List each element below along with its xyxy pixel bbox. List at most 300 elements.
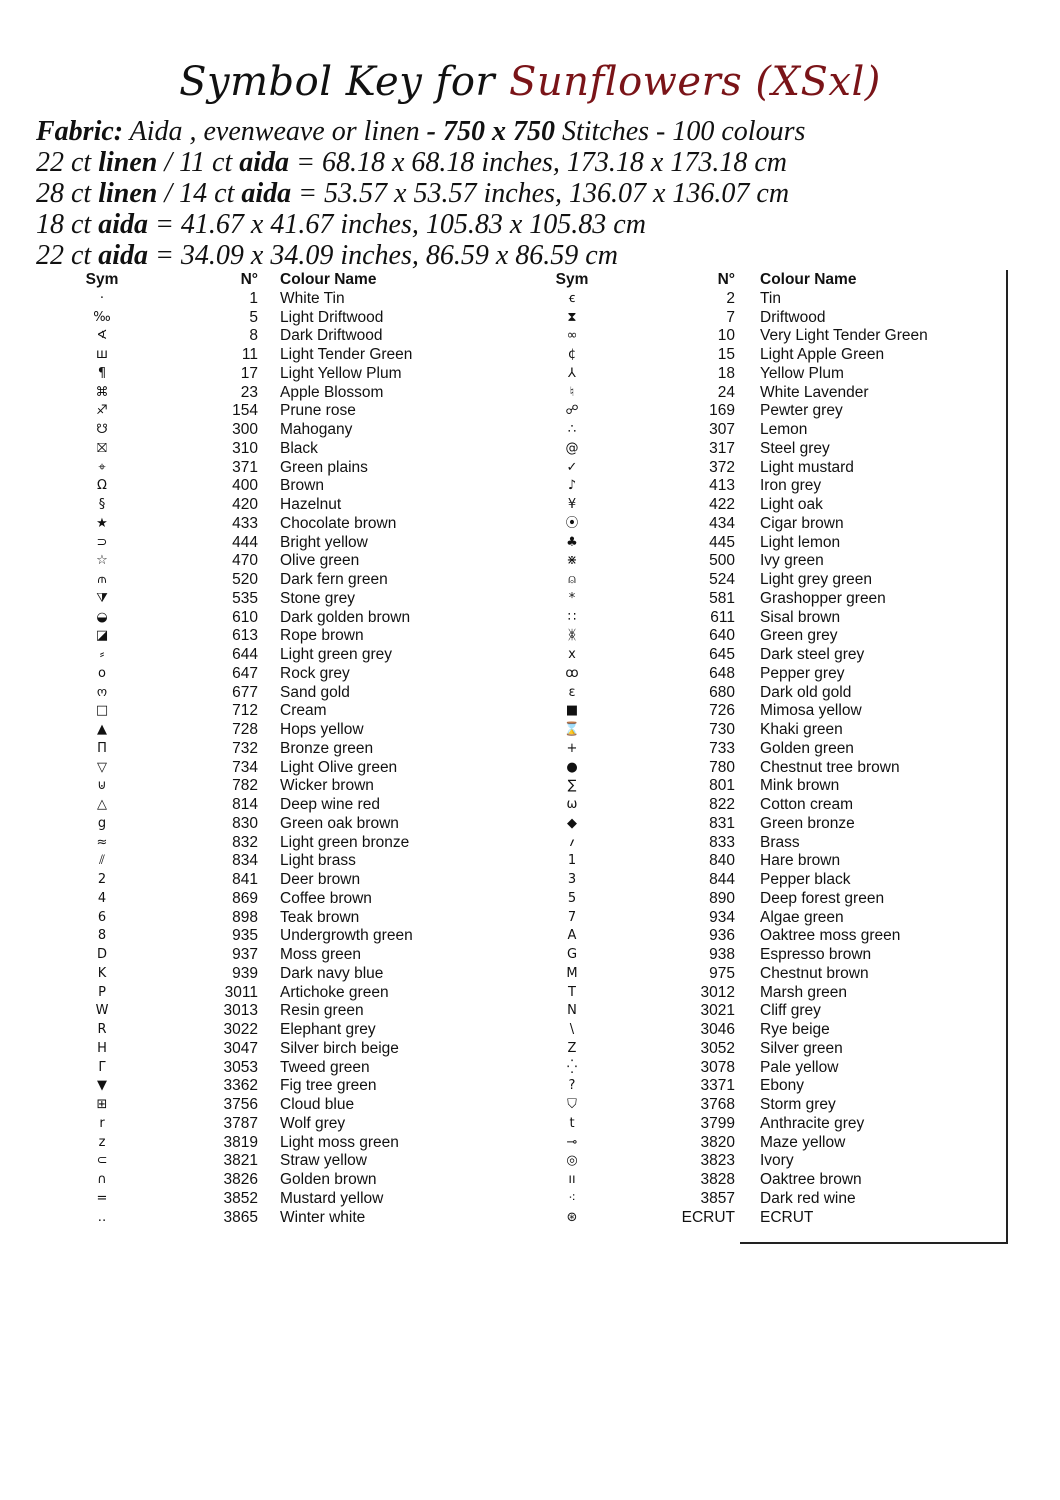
thread-number: 310: [232, 439, 258, 457]
symbol-glyph: ◪: [95, 628, 109, 644]
colour-name: White Tin: [280, 289, 345, 307]
colour-name: Light Apple Green: [760, 346, 885, 363]
colour-name: ECRUT: [760, 1208, 814, 1226]
thread-number: 15: [717, 346, 735, 363]
colour-name: Ivory: [760, 1152, 794, 1170]
thread-number: ECRUT: [681, 1208, 735, 1226]
thread-number: 841: [232, 871, 258, 888]
symbol-glyph: x: [568, 647, 576, 662]
symbol-glyph: 5: [567, 890, 577, 906]
colour-name: Mimosa yellow: [760, 702, 862, 720]
symbol-glyph: ◎: [566, 1153, 578, 1169]
symbol-glyph: *: [568, 590, 576, 606]
symbol-glyph: 3: [567, 872, 577, 887]
thread-number: 300: [232, 421, 258, 438]
symbol-glyph: ⧗: [567, 309, 577, 325]
thread-number: 433: [232, 514, 258, 532]
colour-name: Sand gold: [280, 683, 350, 701]
symbol-glyph: ◆: [567, 815, 577, 831]
colour-name: Chestnut brown: [760, 964, 869, 982]
symbol-glyph: Γ: [98, 1059, 106, 1075]
symbol-glyph: ☍: [565, 403, 579, 419]
thread-number: 3052: [700, 1039, 735, 1057]
title-prefix: Symbol Key for: [179, 59, 496, 105]
thread-number: 935: [232, 927, 258, 945]
thread-number: 7: [726, 308, 735, 326]
colour-name: Coffee brown: [280, 889, 372, 907]
thread-number: 898: [232, 908, 258, 926]
colour-name: Very Light Tender Green: [760, 327, 928, 345]
colour-name: Fig tree green: [280, 1077, 377, 1095]
colour-name: Artichoke green: [280, 983, 389, 1001]
symbol-glyph: ⫽: [99, 853, 105, 869]
symbol-glyph: \: [569, 1022, 575, 1037]
thread-number: 890: [709, 889, 735, 907]
colour-name: Mustard yellow: [280, 1189, 384, 1207]
symbol-glyph: ᛤ: [568, 628, 576, 644]
colour-name: Silver green: [760, 1039, 843, 1057]
thread-number: 3823: [700, 1152, 735, 1170]
spec-22ct-aida: 22 ct aida = 34.09 x 34.09 inches, 86.59 x 86.59 cm: [36, 240, 618, 271]
colour-name: Cotton cream: [760, 796, 854, 813]
symbol-glyph: ⛝: [97, 440, 107, 456]
symbol-glyph: §: [98, 497, 106, 512]
symbol-glyph: 1: [567, 853, 577, 869]
thread-number: 413: [709, 477, 735, 495]
symbol-glyph: 8: [97, 928, 107, 944]
thread-number: 938: [709, 946, 735, 963]
symbol-glyph: ⌖: [98, 459, 106, 475]
colour-name: Marsh green: [760, 983, 848, 1001]
symbol-glyph: ∩: [97, 1172, 107, 1187]
colour-name: Deep wine red: [280, 796, 380, 813]
symbol-glyph: ‥: [97, 1209, 107, 1225]
colour-name: Dark steel grey: [760, 646, 865, 663]
spec-22ct-linen: 22 ct linen / 11 ct aida = 68.18 x 68.18 inches, 173.18 x 173.18 cm: [36, 147, 787, 178]
thread-number: 1: [249, 289, 258, 307]
colour-name: Oaktree brown: [760, 1171, 862, 1188]
thread-number: 677: [232, 683, 258, 701]
thread-number: 18: [717, 364, 735, 382]
symbol-glyph: N: [567, 1003, 577, 1019]
thread-number: 3768: [700, 1096, 735, 1113]
symbol-glyph: o: [98, 665, 106, 681]
colour-name: Green oak brown: [280, 814, 399, 832]
thread-number: 830: [232, 814, 258, 832]
thread-number: 939: [232, 964, 258, 982]
colour-name: Straw yellow: [280, 1152, 367, 1170]
symbol-glyph: ⦿: [565, 515, 579, 531]
thread-number: 10: [717, 327, 735, 345]
colour-name: Wicker brown: [280, 777, 374, 795]
thread-number: 5: [249, 308, 258, 326]
thread-number: 844: [709, 871, 735, 888]
colour-name: Bronze green: [280, 739, 374, 757]
colour-name: Dark golden brown: [280, 608, 411, 626]
thread-number: 3787: [223, 1114, 258, 1132]
thread-number: 444: [232, 533, 258, 551]
thread-number: 3828: [700, 1171, 735, 1188]
colour-name: Tin: [760, 289, 781, 307]
symbol-glyph: ꝏ: [565, 665, 579, 681]
thread-number: 3826: [223, 1171, 258, 1188]
symbol-glyph: ɛ: [568, 684, 576, 700]
colour-name: Elephant grey: [280, 1021, 376, 1038]
thread-number: 524: [709, 571, 735, 588]
thread-number: 937: [232, 946, 258, 963]
symbol-glyph: R: [97, 1022, 107, 1037]
symbol-glyph: ⋇: [566, 553, 578, 569]
header-name: Colour Name: [760, 271, 857, 288]
symbol-glyph: ✓: [566, 459, 578, 475]
symbol-glyph: D: [96, 947, 107, 962]
symbol-glyph: ·: [99, 290, 105, 306]
colour-name: Wolf grey: [280, 1114, 346, 1132]
thread-number: 832: [232, 833, 258, 851]
thread-number: 3865: [223, 1208, 258, 1226]
colour-name: Brass: [760, 833, 800, 851]
thread-number: 801: [709, 777, 735, 795]
colour-name: Steel grey: [760, 439, 830, 457]
colour-name: Prune rose: [280, 402, 356, 420]
colour-name: Anthracite grey: [760, 1114, 865, 1132]
thread-number: 3078: [700, 1058, 735, 1076]
symbol-glyph: ⁖: [568, 1190, 576, 1206]
symbol-glyph: +: [566, 740, 578, 756]
thread-number: 732: [232, 739, 258, 757]
symbol-glyph: Ω: [97, 478, 107, 494]
symbol-glyph: 2: [97, 872, 107, 887]
thread-number: 8: [249, 327, 258, 345]
symbol-glyph: ▲: [97, 722, 107, 737]
table-border-right: [1006, 270, 1008, 1244]
colour-name: Light lemon: [760, 533, 841, 551]
colour-name: Rope brown: [280, 627, 364, 645]
colour-name: Driftwood: [760, 308, 826, 326]
colour-name: Iron grey: [760, 477, 822, 495]
symbol-glyph: t: [569, 1115, 575, 1131]
colour-name: Sisal brown: [760, 608, 841, 626]
thread-number: 814: [232, 796, 258, 813]
symbol-glyph: H: [97, 1040, 107, 1056]
thread-number: 3053: [223, 1058, 258, 1076]
colour-name: Maze yellow: [760, 1133, 846, 1151]
symbol-glyph: ¶: [97, 365, 107, 381]
thread-number: 445: [709, 533, 735, 551]
symbol-glyph: G: [566, 947, 578, 962]
colour-name: Ivy green: [760, 552, 824, 570]
colour-name: Pewter grey: [760, 402, 843, 420]
symbol-glyph: ¥: [567, 497, 577, 512]
thread-number: 154: [232, 402, 258, 420]
colour-name: Apple Blossom: [280, 383, 384, 401]
symbol-glyph: ¢: [567, 347, 577, 362]
thread-number: 3852: [223, 1189, 258, 1207]
symbol-glyph: =: [96, 1190, 108, 1206]
symbol-glyph: W: [95, 1003, 109, 1019]
symbol-glyph: ∑: [567, 778, 577, 794]
thread-number: 400: [232, 477, 258, 495]
colour-name: Rye beige: [760, 1021, 830, 1038]
thread-number: 23: [240, 383, 258, 401]
colour-name: Hare brown: [760, 852, 841, 870]
colour-name: Light Tender Green: [280, 346, 413, 363]
header-sym: Sym: [555, 271, 589, 288]
symbol-glyph: ♣: [566, 534, 578, 550]
symbol-glyph: ▼: [97, 1078, 107, 1094]
symbol-glyph: ⊍: [97, 778, 107, 794]
symbol-glyph: P: [98, 984, 106, 1000]
colour-name: Light grey green: [760, 571, 873, 588]
colour-name: Dark fern green: [280, 571, 388, 588]
colour-name: Grashopper green: [760, 589, 886, 607]
thread-number: 3011: [224, 983, 258, 1001]
symbol-glyph: ⁛: [566, 1059, 578, 1075]
symbol-glyph: ★: [96, 515, 108, 531]
colour-name: Cliff grey: [760, 1002, 821, 1020]
thread-number: 372: [709, 458, 735, 476]
symbol-glyph: ≈: [96, 834, 108, 850]
symbol-glyph: △: [97, 797, 107, 812]
thread-number: 780: [709, 758, 735, 776]
colour-name: Green bronze: [760, 814, 855, 832]
colour-name: Hazelnut: [280, 496, 342, 513]
thread-number: 647: [232, 664, 258, 682]
colour-name: Light Driftwood: [280, 308, 384, 326]
pattern-name: Sunflowers (XSxl): [509, 59, 881, 105]
colour-name: Espresso brown: [760, 946, 872, 963]
thread-number: 782: [232, 777, 258, 795]
thread-number: 3362: [223, 1077, 258, 1095]
symbol-glyph: ⧩: [96, 590, 108, 606]
colour-name: Undergrowth green: [280, 927, 413, 945]
thread-number: 3756: [223, 1096, 258, 1113]
colour-name: Pale yellow: [760, 1058, 839, 1076]
thread-number: 640: [709, 627, 735, 645]
symbol-glyph: ♐: [96, 403, 108, 419]
thread-number: 734: [232, 758, 258, 776]
symbol-glyph: ⌛: [563, 722, 581, 737]
colour-name: Black: [280, 439, 318, 457]
colour-name: Winter white: [280, 1208, 366, 1226]
spec-28ct-linen: 28 ct linen / 14 ct aida = 53.57 x 53.57 inches, 136.07 x 136.07 cm: [36, 178, 790, 209]
symbol-glyph: K: [97, 965, 107, 981]
symbol-glyph: ⸗: [99, 647, 105, 662]
symbol-glyph: ⅄: [568, 365, 576, 381]
colour-name: Dark old gold: [760, 683, 852, 701]
thread-number: 834: [232, 852, 258, 870]
colour-name: Teak brown: [280, 908, 360, 926]
thread-number: 730: [709, 721, 735, 738]
colour-name: White Lavender: [760, 383, 869, 401]
thread-number: 869: [232, 889, 258, 907]
header-name: Colour Name: [280, 271, 377, 288]
symbol-glyph: ш: [96, 347, 108, 362]
thread-number: 3821: [223, 1152, 258, 1170]
header-num: N°: [240, 271, 258, 288]
symbol-glyph: Z: [567, 1040, 577, 1056]
symbol-glyph: z: [98, 1134, 106, 1150]
colour-name: Dark red wine: [760, 1189, 856, 1207]
header-num: N°: [717, 271, 735, 288]
symbol-glyph: ●: [566, 759, 578, 775]
symbol-glyph: ♮: [569, 384, 575, 400]
symbol-glyph: ∢: [96, 328, 108, 344]
symbol-glyph: ☋: [96, 422, 108, 437]
colour-name: Resin green: [280, 1002, 364, 1020]
page-title: [0, 52, 1060, 112]
table-border-bottom: [740, 1242, 1008, 1244]
spec-fabric: Fabric: Aida , evenweave or linen - 750 x 750 Stitches - 100 colours: [36, 116, 806, 147]
thread-number: 317: [709, 439, 735, 457]
colour-name: Storm grey: [760, 1096, 836, 1113]
colour-name: Green plains: [280, 458, 368, 476]
symbol-glyph: □: [95, 703, 109, 719]
thread-number: 3013: [223, 1002, 258, 1020]
symbol-glyph: A: [567, 928, 577, 944]
thread-number: 611: [710, 608, 735, 626]
thread-number: 169: [709, 402, 735, 420]
colour-name: Bright yellow: [280, 533, 368, 551]
colour-name: Dark navy blue: [280, 964, 384, 982]
thread-number: 3012: [700, 983, 735, 1001]
colour-name: Golden brown: [280, 1171, 377, 1188]
symbol-glyph: ∷: [567, 609, 577, 625]
colour-name: Deer brown: [280, 871, 361, 888]
colour-name: Lemon: [760, 421, 808, 438]
thread-number: 581: [709, 589, 735, 607]
colour-name: Oaktree moss green: [760, 927, 901, 945]
colour-name: Moss green: [280, 946, 361, 963]
colour-name: Chestnut tree brown: [760, 758, 900, 776]
symbol-glyph: ⊂: [96, 1153, 108, 1169]
thread-number: 3819: [223, 1133, 258, 1151]
thread-number: 307: [709, 421, 735, 438]
thread-number: 712: [232, 702, 258, 720]
colour-name: Cigar brown: [760, 514, 844, 532]
symbol-glyph: ؍: [568, 834, 576, 850]
thread-number: 11: [241, 346, 258, 363]
symbol-glyph: Π: [97, 740, 107, 756]
colour-name: Stone grey: [280, 589, 355, 607]
symbol-glyph: @: [565, 440, 579, 456]
thread-number: 3022: [223, 1021, 258, 1038]
thread-number: 728: [232, 721, 258, 738]
thread-number: 610: [232, 608, 258, 626]
colour-name: Light Yellow Plum: [280, 364, 402, 382]
colour-name: Olive green: [280, 552, 360, 570]
colour-name: Tweed green: [280, 1058, 370, 1076]
spec-18ct-aida: 18 ct aida = 41.67 x 41.67 inches, 105.83 x 105.83 cm: [36, 209, 646, 240]
colour-name: Khaki green: [760, 721, 843, 738]
symbol-glyph: T: [568, 984, 576, 1000]
symbol-glyph: ꞓ: [568, 290, 576, 306]
colour-name: Dark Driftwood: [280, 327, 383, 345]
colour-name: Mink brown: [760, 777, 840, 795]
symbol-glyph: ⊛: [566, 1209, 578, 1225]
colour-name: Hops yellow: [280, 721, 364, 738]
thread-number: 3799: [700, 1114, 735, 1132]
thread-number: 644: [232, 646, 258, 663]
thread-number: 3047: [223, 1039, 258, 1057]
symbol-glyph: ∞: [566, 328, 578, 344]
colour-name: Rock grey: [280, 664, 350, 682]
colour-name: Cream: [280, 702, 327, 720]
colour-name: Mahogany: [280, 421, 353, 438]
symbol-glyph: r: [99, 1115, 105, 1131]
thread-number: 17: [240, 364, 258, 382]
thread-number: 840: [709, 852, 735, 870]
colour-name: Light moss green: [280, 1133, 399, 1151]
symbol-glyph: ⌘: [95, 384, 109, 400]
colour-name: Light green bronze: [280, 833, 410, 851]
symbol-glyph: ?: [568, 1078, 576, 1094]
thread-number: 3021: [700, 1002, 735, 1020]
colour-name: Golden green: [760, 739, 854, 757]
symbol-glyph: ⊞: [96, 1097, 108, 1112]
symbol-glyph: ⛉: [567, 1097, 577, 1112]
symbol-glyph: ⍝: [568, 572, 576, 587]
thread-number: 833: [709, 833, 735, 851]
thread-number: 3820: [700, 1133, 735, 1151]
symbol-glyph: ıı: [568, 1172, 576, 1187]
thread-number: 420: [232, 496, 258, 513]
symbol-glyph: ▽: [97, 759, 107, 775]
colour-name: Light mustard: [760, 458, 854, 476]
symbol-glyph: M: [566, 965, 578, 981]
thread-number: 2: [726, 289, 735, 307]
colour-name: Light Olive green: [280, 758, 398, 776]
thread-number: 535: [232, 589, 258, 607]
colour-name: Light green grey: [280, 646, 393, 663]
symbol-glyph: g: [97, 815, 107, 831]
thread-number: 831: [709, 814, 735, 832]
symbol-glyph: ⊃: [96, 534, 108, 550]
colour-name: Pepper black: [760, 871, 851, 888]
thread-number: 422: [709, 496, 735, 513]
thread-number: 3046: [700, 1021, 735, 1038]
colour-name: Silver birch beige: [280, 1039, 399, 1057]
colour-name: Algae green: [760, 908, 844, 926]
colour-name: Pepper grey: [760, 664, 845, 682]
symbol-glyph: 6: [97, 909, 107, 925]
thread-number: 520: [232, 571, 258, 588]
symbol-glyph: ♪: [567, 478, 577, 494]
colour-name: Light brass: [280, 852, 356, 870]
colour-name: Green grey: [760, 627, 838, 645]
thread-number: 434: [709, 514, 735, 532]
thread-number: 726: [709, 702, 735, 720]
symbol-glyph: ∴: [567, 422, 577, 437]
colour-name: Ebony: [760, 1077, 804, 1095]
thread-number: 613: [232, 627, 258, 645]
symbol-glyph: ■: [565, 703, 579, 719]
thread-number: 648: [709, 664, 735, 682]
colour-name: Cloud blue: [280, 1096, 355, 1113]
thread-number: 680: [709, 683, 735, 701]
thread-number: 822: [709, 796, 735, 813]
colour-name: Chocolate brown: [280, 514, 397, 532]
thread-number: 3371: [700, 1077, 735, 1095]
symbol-glyph: ω: [566, 797, 578, 812]
thread-number: 733: [709, 739, 735, 757]
colour-name: Light oak: [760, 496, 823, 513]
symbol-glyph: 4: [97, 890, 107, 906]
symbol-glyph: ⊸: [566, 1134, 578, 1150]
header-sym: Sym: [85, 271, 119, 288]
thread-number: 936: [709, 927, 735, 945]
thread-number: 645: [709, 646, 735, 663]
